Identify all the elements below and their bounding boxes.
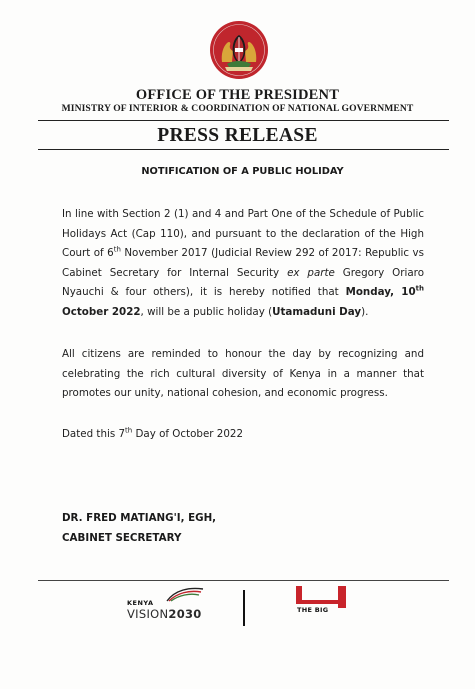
p1-sup-a: th: [113, 245, 121, 254]
p1-italic: ex parte: [287, 266, 335, 279]
holiday-name: Utamaduni Day: [272, 305, 362, 318]
dated-text-b: Day of October 2022: [132, 428, 243, 440]
header-rule-top: [38, 120, 449, 121]
dated-text-a: Dated this 7: [62, 428, 126, 440]
office-title: OFFICE OF THE PRESIDENT: [135, 87, 340, 103]
big-four-logo: [294, 584, 352, 624]
vision-country: KENYA: [127, 599, 154, 607]
signatory-title: CABINET SECRETARY: [62, 532, 182, 544]
body-paragraph-2: All citizens are reminded to honour the day by recognizing and celebrating the rich cultural diversity of Kenya in a manner that promotes our unity, national cohesion, and economic progress.: [62, 348, 424, 399]
p1-text-a: In line with Section 2 (1) and 4 and Part One of the Schedule of Public Holidays Act (Cap 110), and pursuant to the declaration of the High Court of 6: [62, 208, 424, 259]
vision-word: VISION: [127, 607, 169, 621]
vision-wordmark: [127, 607, 202, 621]
body-paragraph-1: [62, 205, 424, 322]
vision-year: 2030: [168, 607, 202, 621]
notification-subject: NOTIFICATION OF A PUBLIC HOLIDAY: [141, 166, 344, 177]
ministry-title: MINISTRY OF INTERIOR & COORDINATION OF NATIONAL GOVERNMENT: [61, 103, 414, 114]
big-four-label: THE BIG: [297, 606, 329, 614]
p1-text-c: Gregory Oriaro Nyauchi & four others), it is hereby notified that: [62, 266, 424, 298]
p1-text-f: , will be a public holiday (: [140, 305, 273, 318]
signature-block: [62, 508, 216, 548]
dated-line: [62, 425, 424, 445]
holiday-date-day: Monday, 10: [345, 286, 416, 298]
footer-rule: [38, 580, 449, 581]
kenya-vision-2030-logo: [127, 586, 217, 622]
p1-text-b: November 2017 (Judicial Review 292 of 2017: Republic vs Cabinet Secretary for Internal Security: [62, 247, 424, 279]
vision-swoosh-icon: [165, 586, 205, 602]
signatory-name: DR. FRED MATIANG'I, EGH,: [62, 512, 217, 524]
holiday-date-sup: th: [415, 284, 424, 293]
p1-text-h: ).: [361, 305, 369, 318]
dated-sup: th: [125, 426, 133, 435]
press-release-heading: PRESS RELEASE: [157, 125, 318, 146]
kenya-coat-of-arms-seal: [209, 20, 269, 80]
footer-divider: [243, 590, 245, 626]
holiday-date-month: October 2022: [62, 305, 141, 318]
header-rule-bottom: [38, 149, 449, 150]
